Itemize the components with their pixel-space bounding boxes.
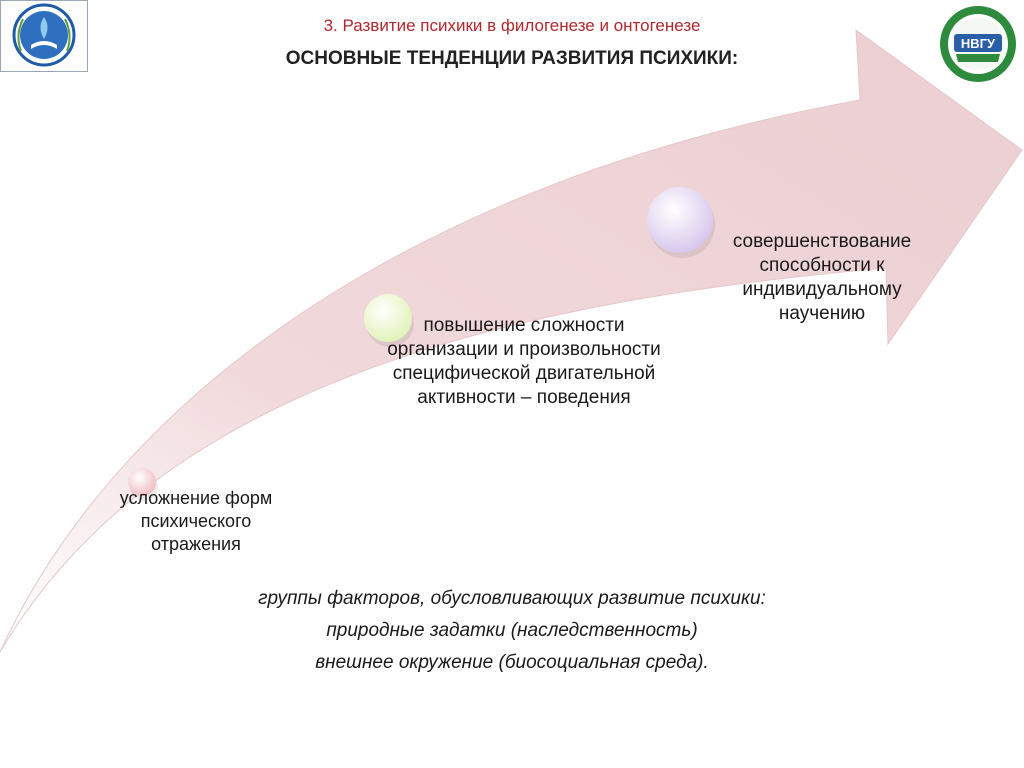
stage-3-line: совершенствование	[732, 231, 912, 252]
factor-item: природные задатки (наследственность)	[326, 620, 698, 641]
stage-3-label	[702, 230, 942, 327]
stage-1-line: отражения	[151, 533, 241, 554]
stage-1-line: усложнение форм	[119, 488, 273, 508]
stage-1-label	[86, 487, 306, 556]
nvgu-logo-year: 1988	[971, 68, 985, 74]
factor-item: внешнее окружение (биосоциальная среда).	[315, 652, 709, 673]
nvgu-logo-label: НВГУ	[960, 36, 996, 51]
section-subtitle: 3. Развитие психики в филогенезе и онтогенезе	[323, 16, 701, 35]
stage-2-line: повышение сложности	[423, 315, 625, 336]
factors-heading: группы факторов, обусловливающих развитие психики:	[258, 588, 766, 609]
development-factors-block	[0, 588, 1024, 684]
slide-title: ОСНОВНЫЕ ТЕНДЕНЦИИ РАЗВИТИЯ ПСИХИКИ:	[285, 48, 739, 69]
stage-2-line: специфической двигательной	[392, 363, 656, 385]
stage-3-line: индивидуальному	[742, 279, 902, 301]
stage-3-line: научению	[778, 303, 866, 325]
stage-1-line: психического	[140, 510, 252, 531]
stage-2-label	[344, 314, 704, 411]
stage-2-line: организации и произвольности	[387, 339, 661, 361]
stage-3-line: способности к	[759, 255, 885, 277]
stage-2-line: активности – поведения	[417, 387, 631, 409]
